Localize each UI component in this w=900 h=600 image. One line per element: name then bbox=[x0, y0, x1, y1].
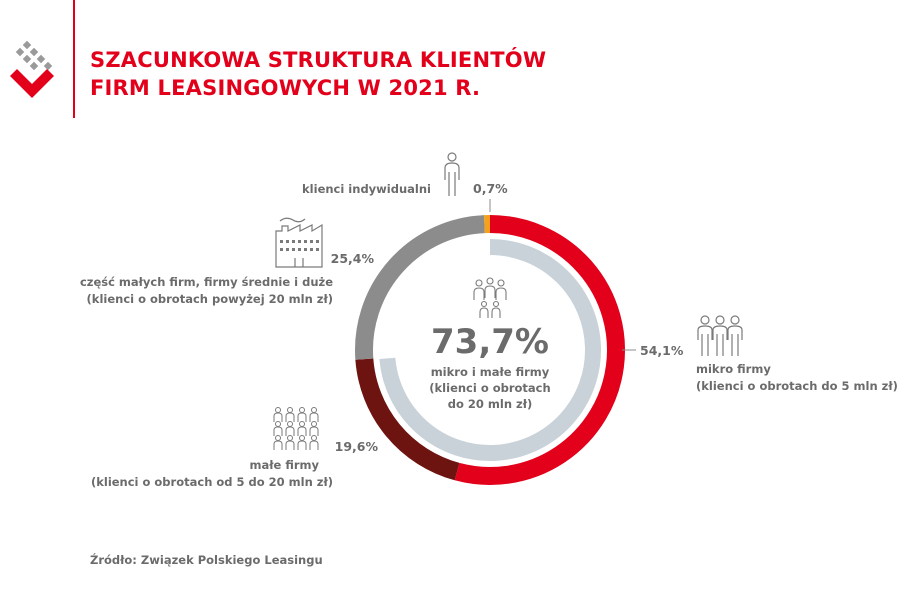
crowd-icon bbox=[274, 408, 318, 451]
inner-desc-line2: (klienci o obrotach bbox=[429, 381, 551, 395]
desc-male-line2: (klienci o obrotach od 5 do 20 mln zł) bbox=[90, 475, 333, 489]
desc-srednie-line2: (klienci o obrotach powyżej 20 mln zł) bbox=[86, 292, 333, 306]
value-label-mikro: 54,1% bbox=[640, 343, 684, 358]
value-label-indywidualni: 0,7% bbox=[473, 181, 508, 196]
desc-male-line1: małe firmy bbox=[249, 458, 319, 472]
inner-total-label: 73,7% bbox=[431, 322, 549, 362]
desc-srednie-line1: część małych firm, firmy średnie i duże bbox=[79, 275, 333, 289]
inner-desc-line1: mikro i małe firmy bbox=[430, 365, 550, 379]
desc-mikro-line2: (klienci o obrotach do 5 mln zł) bbox=[696, 379, 898, 393]
value-label-srednie: 25,4% bbox=[330, 251, 374, 266]
title-line-1: SZACUNKOWA STRUKTURA KLIENTÓW bbox=[90, 48, 547, 72]
desc-mikro-line1: mikro firmy bbox=[696, 362, 771, 376]
desc-indywidualni: klienci indywidualni bbox=[302, 182, 431, 196]
person-icon bbox=[445, 153, 459, 196]
factory-windows bbox=[280, 240, 319, 251]
value-label-male: 19,6% bbox=[334, 439, 378, 454]
family-group-icon bbox=[474, 278, 506, 318]
people-group-icon bbox=[698, 316, 742, 356]
title-line-2: FIRM LEASINGOWYCH W 2021 R. bbox=[90, 76, 481, 100]
inner-desc-line3: do 20 mln zł) bbox=[447, 397, 533, 411]
source-note: Źródło: Związek Polskiego Leasingu bbox=[90, 553, 323, 567]
